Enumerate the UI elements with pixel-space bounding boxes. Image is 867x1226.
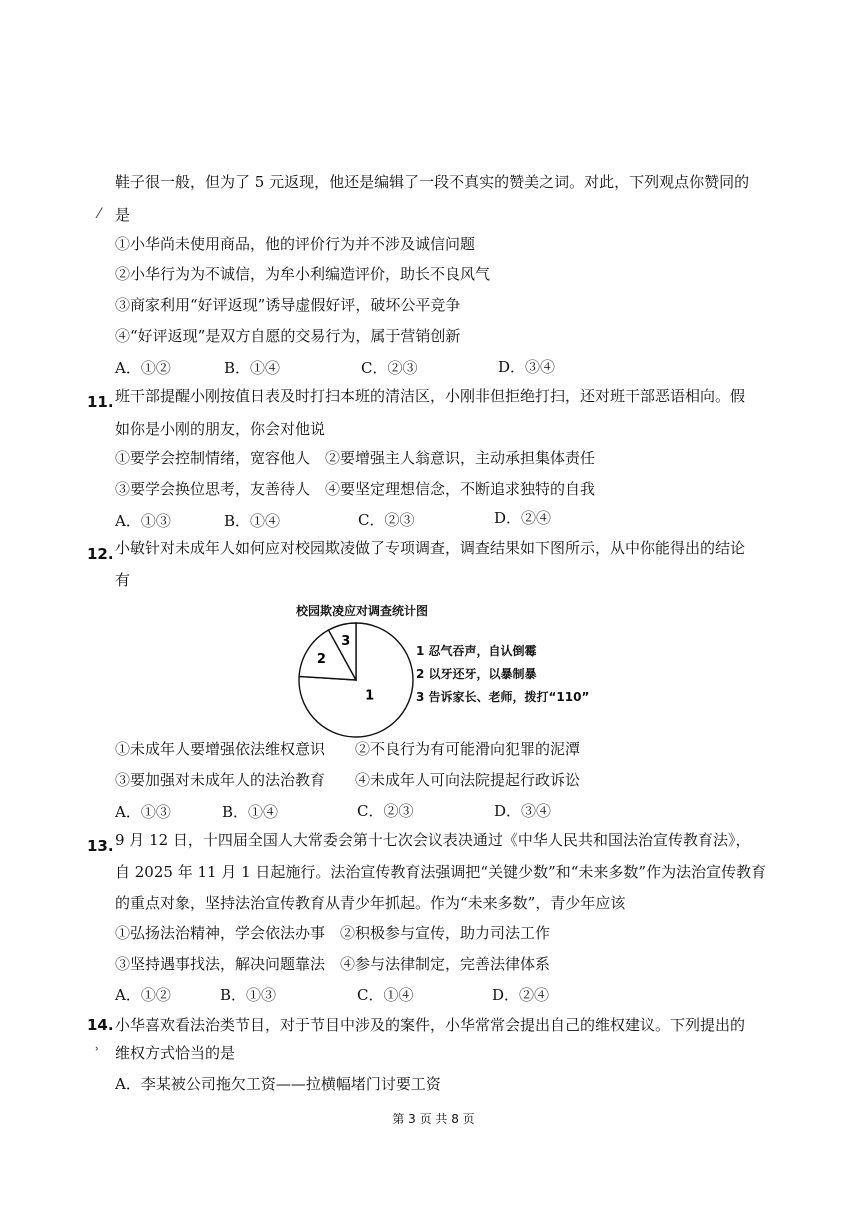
q10-item1: ①小华尚未使用商品，他的评价行为并不涉及诚信问题 [115,235,476,253]
q13-items-3-4: ③坚持遇事找法，解决问题靠法 ④参与法律制定，完善法律体系 [115,955,551,973]
q10-item4: ④“好评返现”是双方自愿的交易行为，属于营销创新 [115,327,461,345]
q11-option-b: B．①④ [224,512,281,530]
q12-stem-line2: 有 [115,571,131,589]
q10-option-c: C．②③ [361,359,418,377]
q12-stem-line1: 小敏针对未成年人如何应对校园欺凌做了专项调查，调查结果如下图所示，从中你能得出的结论 [115,539,746,557]
q11-option-c: C．②③ [358,511,415,529]
pie-label-3: 3 [341,634,351,650]
legend-item-1: 1 忍气吞声，自认倒霉 [416,644,537,658]
pie-label-1: 1 [365,688,375,704]
q11-stem-line1: 班干部提醒小刚按值日表及时打扫本班的清洁区，小刚非但拒绝打扫，还对班干部恶语相向。假 [115,387,746,405]
pen-mark: ⁄ [98,206,101,222]
pie-chart [296,620,416,740]
legend-item-3: 3 告诉家长、老师，拨打“110” [416,690,590,704]
q10-option-a: A．①② [115,359,171,377]
q13-option-d: D．②④ [492,986,550,1004]
q14-stem-line1: 小华喜欢看法治类节目，对于节目中涉及的案件，小华常常会提出自己的维权建议。下列提出的 [115,1016,746,1034]
pen-mark-2: ˒ [95,1042,100,1058]
q12-option-a: A．①③ [115,803,171,821]
q12-option-d: D．③④ [494,802,552,820]
q13-option-b: B．①③ [220,986,277,1004]
q13-stem-line1: 9 月 12 日，十四届全国人大常委会第十七次会议表决通过《中华人民共和国法治宣传教育法》， [115,831,751,849]
q13-items-1-2: ①弘扬法治精神，学会依法办事 ②积极参与宣传，助力司法工作 [115,924,551,942]
q13-option-c: C．①④ [357,986,414,1004]
q13-option-a: A．①② [115,986,171,1004]
q10-option-b: B．①④ [224,359,281,377]
q11-number: 11. [87,393,114,411]
q14-stem-line2: 维权方式恰当的是 [115,1044,236,1062]
q13-stem-line2: 自 2025 年 11 月 1 日起施行。法治宣传教育法强调把“关键少数”和“未来多数”作为法治宣传教育 [115,863,767,881]
legend-item-2: 2 以牙还牙，以暴制暴 [416,667,537,681]
q10-item3: ③商家利用“好评返现”诱导虚假好评，破坏公平竞争 [115,296,461,314]
q10-option-d: D．③④ [498,358,556,376]
chart-title: 校园欺凌应对调查统计图 [296,604,429,618]
page-footer: 第 3 页 共 8 页 [392,1112,475,1126]
q13-stem-line3: 的重点对象，坚持法治宣传教育从青少年抓起。作为“未来多数”，青少年应该 [115,894,626,912]
q11-stem-line2: 如你是小刚的朋友，你会对他说 [115,420,326,438]
q12-option-c: C．②③ [357,802,414,820]
q12-items-1-2: ①未成年人要增强依法维权意识 ②不良行为有可能滑向犯罪的泥潭 [115,740,581,758]
q10-stem-line1: 鞋子很一般，但为了 5 元返现，他还是编辑了一段不真实的赞美之词。对此，下列观点你赞同的 [115,173,750,191]
q12-option-b: B．①④ [222,803,279,821]
q11-option-a: A．①③ [115,512,171,530]
q12-items-3-4: ③要加强对未成年人的法治教育 ④未成年人可向法院提起行政诉讼 [115,771,581,789]
q10-item2: ②小华行为为不诚信，为牟小利编造评价，助长不良风气 [115,265,491,283]
q12-number: 12. [87,545,114,563]
pie-label-2: 2 [316,652,326,668]
q11-option-d: D．②④ [494,509,552,527]
q14-number: 14. [87,1016,114,1034]
q10-stem-line2: 是 [115,206,131,224]
q11-items-1-2: ①要学会控制情绪，宽容他人 ②要增强主人翁意识，主动承担集体责任 [115,449,596,467]
q14-option-a: A．李某被公司拖欠工资——拉横幅堵门讨要工资 [115,1075,441,1093]
q13-number: 13. [87,837,114,855]
q11-items-3-4: ③要学会换位思考，友善待人 ④要坚定理想信念，不断追求独特的自我 [115,480,596,498]
